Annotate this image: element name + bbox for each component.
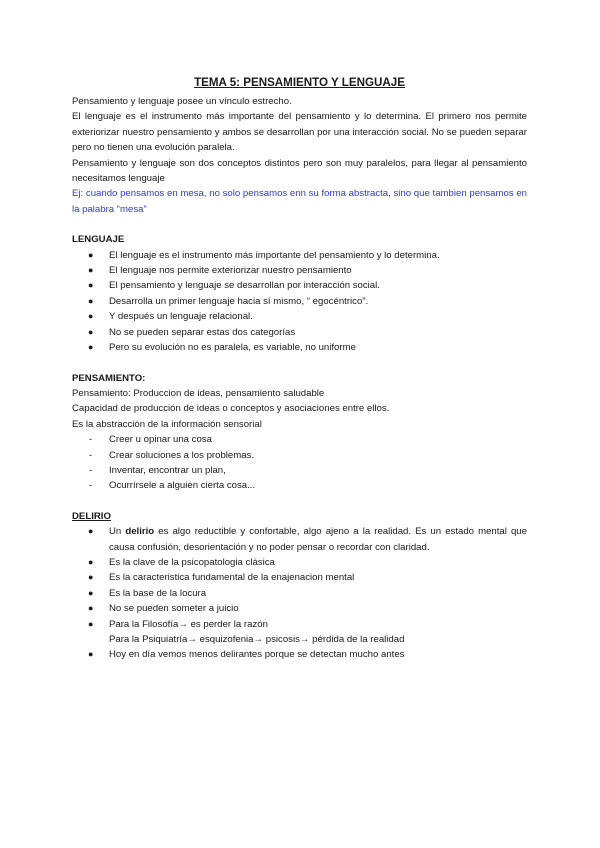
bullet-icon: ● (88, 618, 94, 629)
sub-line: Para la Psiquiatría→ esquizofenia→ psicosis→ pérdida de la realidad (109, 634, 405, 645)
bullet-icon: ● (88, 295, 94, 306)
intro-paragraph: Pensamiento y lenguaje son dos conceptos distintos pero son muy paralelos, para llegar al pensamiento necesitamos lenguaje (72, 157, 527, 185)
intro-paragraph: El lenguaje es el instrumento más importante del pensamiento y lo determina. El primero nos permite exteriorizar nuestro pensamiento y ambos se desarrollan por una interacción social. No se pueden separar pero no tienen una evolución paralela. (72, 111, 527, 154)
bullet-icon: ● (88, 265, 94, 276)
list-item: - Ocurrírsele a alguien cierta cosa... (72, 478, 527, 493)
document-page (72, 76, 527, 663)
bullet-icon: ● (88, 572, 94, 583)
list-item: ● Para la Filosofía→ es perder la razón (72, 617, 527, 632)
pensamiento-line: Pensamiento: Produccion de ideas, pensamiento saludable (72, 387, 325, 399)
list-item: ● Pero su evolución no es paralela, es variable, no uniforme (72, 340, 527, 355)
dash-icon: - (89, 464, 93, 476)
example-paragraph: Ej: cuando pensamos en mesa, no solo pensamos enn su forma abstracta, sino que tambien pensamos en la palabra “mesa” (72, 188, 527, 215)
list-item: ● Un delirio es algo reductible y confortable, algo ajeno a la realidad. Es un estado mental que causa confusión, desorientación y no poder pensar o recordar con claridad. (88, 526, 527, 553)
dash-icon: - (89, 434, 93, 446)
bullet-icon: ● (88, 280, 94, 291)
bullet-icon: ● (88, 342, 94, 353)
list-item: ● Es la caracteristica fundamental de la enajenacion mental (72, 570, 527, 585)
delirio-list (72, 524, 527, 632)
page-title: TEMA 5: PENSAMIENTO Y LENGUAJE (194, 76, 405, 89)
list-item: ● El lenguaje es el instrumento más importante del pensamiento y lo determina. (72, 248, 527, 263)
list-item: ● Es la base de la locura (72, 586, 527, 601)
dash-icon: - (89, 449, 93, 461)
bullet-icon: ● (88, 556, 94, 567)
bullet-icon: ● (88, 587, 94, 598)
list-item: - Inventar, encontrar un plan, (72, 463, 527, 478)
section-heading-pensamiento: PENSAMIENTO: (72, 372, 146, 384)
bullet-icon: ● (88, 311, 94, 322)
list-item: ● El lenguaje nos permite exteriorizar nuestro pensamiento (72, 263, 527, 278)
lenguaje-list (72, 248, 527, 356)
section-heading-lenguaje: LENGUAJE (72, 234, 125, 246)
list-item: ● Desarrolla un primer lenguaje hacia sí mismo, “ egocéntrico”. (72, 294, 527, 309)
list-item: ● No se pueden someter a juicio (72, 601, 527, 616)
list-item: - Crear soluciones a los problemas. (72, 448, 527, 463)
dash-icon: - (89, 480, 93, 492)
list-item: ● No se pueden separar estas dos categorías (72, 325, 527, 340)
bullet-icon: ● (88, 249, 94, 260)
intro-paragraph: Pensamiento y lenguaje posee un vínculo estrecho. (72, 96, 292, 107)
bold-term: delirio (125, 526, 155, 538)
bullet-icon: ● (88, 526, 94, 537)
list-item: ● Hoy en día vemos menos delirantes porque se detectan mucho antes (72, 647, 527, 662)
pensamiento-list (72, 432, 527, 494)
delirio-list-end (72, 647, 527, 662)
list-item: ● El pensamiento y lenguaje se desarrollan por interacción social. (72, 278, 527, 293)
list-item: - Creer u opinar una cosa (72, 432, 527, 447)
bullet-icon: ● (88, 649, 94, 660)
list-item: ● Y después un lenguaje relacional. (72, 309, 527, 324)
bullet-icon: ● (88, 603, 94, 614)
list-item: ● Es la clave de la psicopatologia clásica (72, 555, 527, 570)
bullet-icon: ● (88, 326, 94, 337)
pensamiento-line: Capacidad de producción de ideas o conceptos y asociaciones entre ellos. (72, 403, 390, 415)
section-heading-delirio: DELIRIO (72, 510, 111, 522)
pensamiento-line: Es la abstracción de la información sensorial (72, 418, 262, 430)
